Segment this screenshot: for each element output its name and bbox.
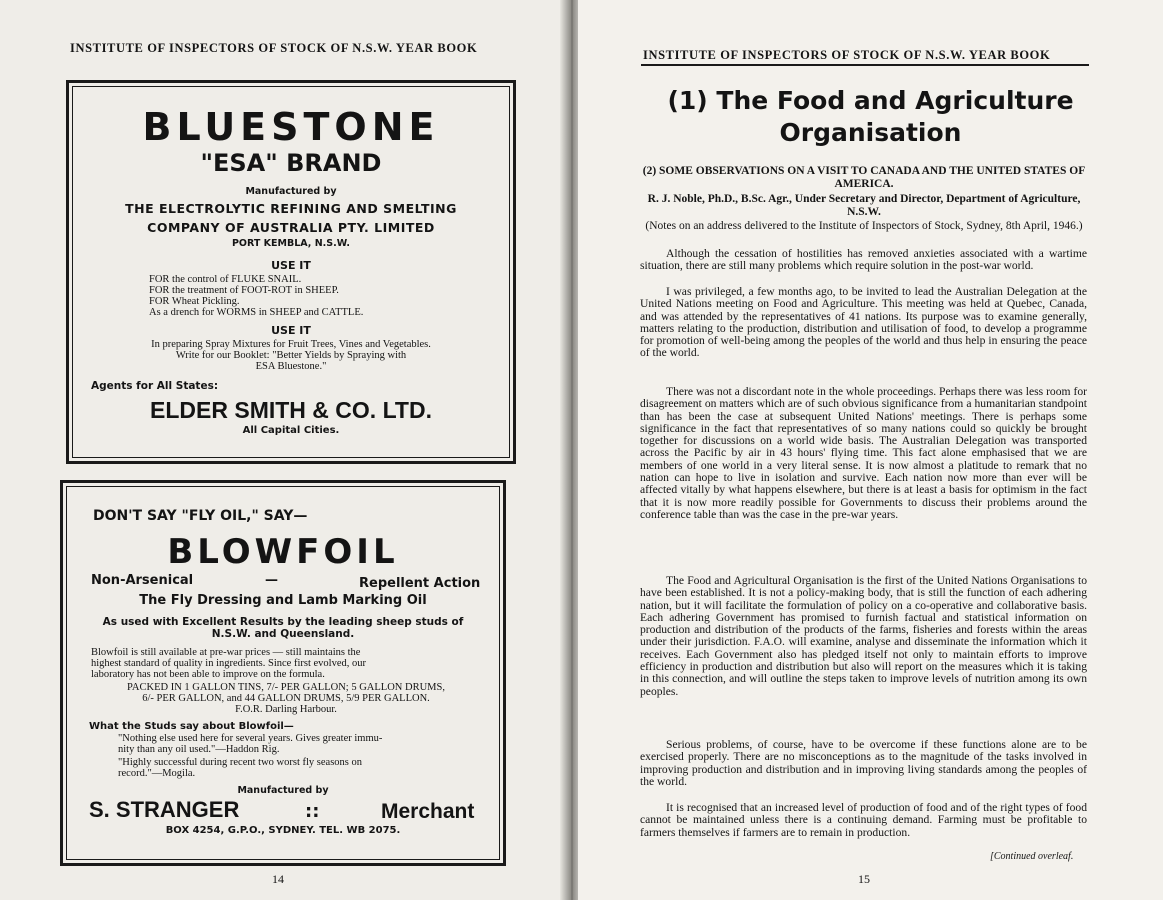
article-paragraph: It is recognised that an increased level of production of food and of the right types of food cannot be maintained unless there is a continuing demand. Farming must be profitable to farmers themselves if farmers are to remain in production. (640, 801, 1087, 839)
blowfoil-description: Blowfoil is still available at pre-war prices — still maintains the highest standard of quality in ingredients. Since first evolved, our laboratory has not been able to improve on the formula. (91, 647, 366, 680)
page-number-right: 15 (858, 872, 870, 886)
packing-prices: PACKED IN 1 GALLON TINS, 7/- PER GALLON; 5 GALLON DRUMS, 6/- PER GALLON, and 44 GALLON DRUMS, 5/9 PER GALLON. F.O.R. Darling Harbour. (127, 682, 445, 715)
continued-note: [Continued overleaf. (990, 851, 1074, 862)
bluestone-advertisement (66, 80, 516, 464)
article-paragraph: I was privileged, a few months ago, to be invited to lead the Australian Delegation at the United Nations meeting on Food and Agriculture. This meeting was held at Quebec, Canada, and was attended by the representatives of 41 nations. Its purpose was to examine generally, matters relating to the production, distribution and utilisation of food, to develop a programme for promotion of well-being among the peoples of the world and thus help in ensuring the peace of the world. (640, 285, 1087, 360)
used-with-text: As used with Excellent Results by the leading sheep studs of N.S.W. and Queensland. (102, 616, 464, 640)
article-title-line2: Organisation (779, 118, 962, 147)
company-name-line1: THE ELECTROLYTIC REFINING AND SMELTING (125, 201, 457, 216)
maker-separator: :: (305, 801, 320, 822)
article-paragraph: Although the cessation of hostilities has removed anxieties associated with a wartime situation, there are still many problems which require solution in the post-war world. (640, 247, 1087, 273)
company-name-line2: COMPANY OF AUSTRALIA PTY. LIMITED (147, 220, 435, 235)
maker-address: BOX 4254, G.P.O., SYDNEY. TEL. WB 2075. (165, 825, 401, 836)
running-head-right: INSTITUTE OF INSPECTORS OF STOCK OF N.S.W. YEAR BOOK (643, 48, 1051, 62)
page-number-left: 14 (272, 872, 284, 886)
blowfoil-tagline: The Fly Dressing and Lamb Marking Oil (139, 593, 427, 608)
manufactured-by-label-2: Manufactured by (237, 785, 329, 796)
article-paragraph: The Food and Agricultural Organisation is the first of the United Nations Organisations to have been established. It is not a policy-making body, that is still the function of each adhering nation, but it will facilitate the formulation of policy on a co-operative and collaborative basis. Each adhering Government has promised to furnish factual and statistical information on production and distribution of the products of the farms, fisheries and forests within the areas under their jurisdiction. F.A.O. will examine, analyse and disseminate the information which it receives. Each Government also has pledged itself not only to maintain efforts to improve efficiency in production and distribution but also will report on the measures which it is taking in this connection, and will outline the steps taken to improve levels of nutrition among its own peoples. (640, 574, 1087, 698)
esa-brand: "ESA" BRAND (200, 149, 382, 177)
testimonial-mogila: "Highly successful during recent two worst fly seasons on record."—Mogila. (118, 757, 362, 779)
bluestone-uses-list: FOR the control of FLUKE SNAIL. FOR the treatment of FOOT-ROT in SHEEP. FOR Wheat Pickling. As a drench for WORMS in SHEEP and CATTLE. (149, 274, 364, 318)
blowfoil-advertisement (60, 480, 506, 866)
article-title-line1: (1) The Food and Agriculture (667, 86, 1074, 115)
agent-name: ELDER SMITH & CO. LTD. (150, 397, 432, 423)
testimonials-heading: What the Studs say about Blowfoil— (89, 721, 294, 732)
company-location: PORT KEMBLA, N.S.W. (231, 238, 351, 249)
article-paragraph: Serious problems, of course, have to be overcome if these functions alone are to be exercised properly. There are no misconceptions as to the magnitude of the tasks involved in improving production and distribution and in improving living standards among the peoples of the world. (640, 738, 1087, 788)
right-page (578, 0, 1163, 900)
maker-name: S. STRANGER (89, 797, 240, 822)
manufactured-by-label: Manufactured by (245, 186, 337, 197)
testimonial-haddon-rig: "Nothing else used here for several years. Gives greater immu- nity than any oil used."—Haddon Rig. (118, 733, 383, 755)
agent-cities: All Capital Cities. (242, 425, 340, 436)
repellent-action-label: Repellent Action (359, 576, 481, 591)
maker-role: Merchant (381, 800, 475, 823)
spray-text: In preparing Spray Mixtures for Fruit Trees, Vines and Vegetables. Write for our Booklet: "Better Yields by Spraying with ESA Bluestone." (151, 339, 431, 372)
article-paragraph: There was not a discordant note in the whole proceedings. Perhaps there was less room for disagreement on matters which are of such obvious significance from a humanitarian standpoint than has been the case at subsequent United Nations' meetings. There is perhaps some significance in the fact that representatives of so many nations could so quickly be brought together for discussions on a world wide basis. The Australian Delegation was transported across the Pacific by air in 43 hours' flying time. This fact alone emphasised that we are members of one world in a very literal sense. It is now almost a platitude to remark that no nation can hope to live in isolation and survive. Each nation now more than ever will be affected vitally by what happens elsewhere, but there is at least a basis for optimism in the fact that it is now more readily possible for Governments to discuss their problems around the conference table than was the case in the pre-war years. (640, 385, 1087, 521)
article-author: R. J. Noble, Ph.D., B.Sc. Agr., Under Secretary and Director, Department of Agriculture, N.S.W. (647, 193, 1081, 218)
non-arsenical-label: Non-Arsenical (91, 573, 194, 588)
feature-dash: — (265, 573, 278, 588)
left-page (0, 0, 566, 900)
article-subtitle: (2) SOME OBSERVATIONS ON A VISIT TO CANADA AND THE UNITED STATES OF AMERICA. (642, 165, 1086, 190)
article-notes: (Notes on an address delivered to the Institute of Inspectors of Stock, Sydney, 8th April, 1946.) (645, 220, 1083, 232)
header-rule (641, 64, 1089, 66)
agents-label: Agents for All States: (91, 380, 219, 392)
blowfoil-headline: DON'T SAY "FLY OIL," SAY— (93, 508, 308, 524)
bluestone-title: BLUESTONE (142, 105, 440, 149)
running-head-left: INSTITUTE OF INSPECTORS OF STOCK OF N.S.W. YEAR BOOK (70, 41, 478, 55)
blowfoil-title: BLOWFOIL (167, 532, 399, 572)
use-it-heading-2: USE IT (271, 324, 311, 337)
use-it-heading-1: USE IT (271, 259, 311, 272)
